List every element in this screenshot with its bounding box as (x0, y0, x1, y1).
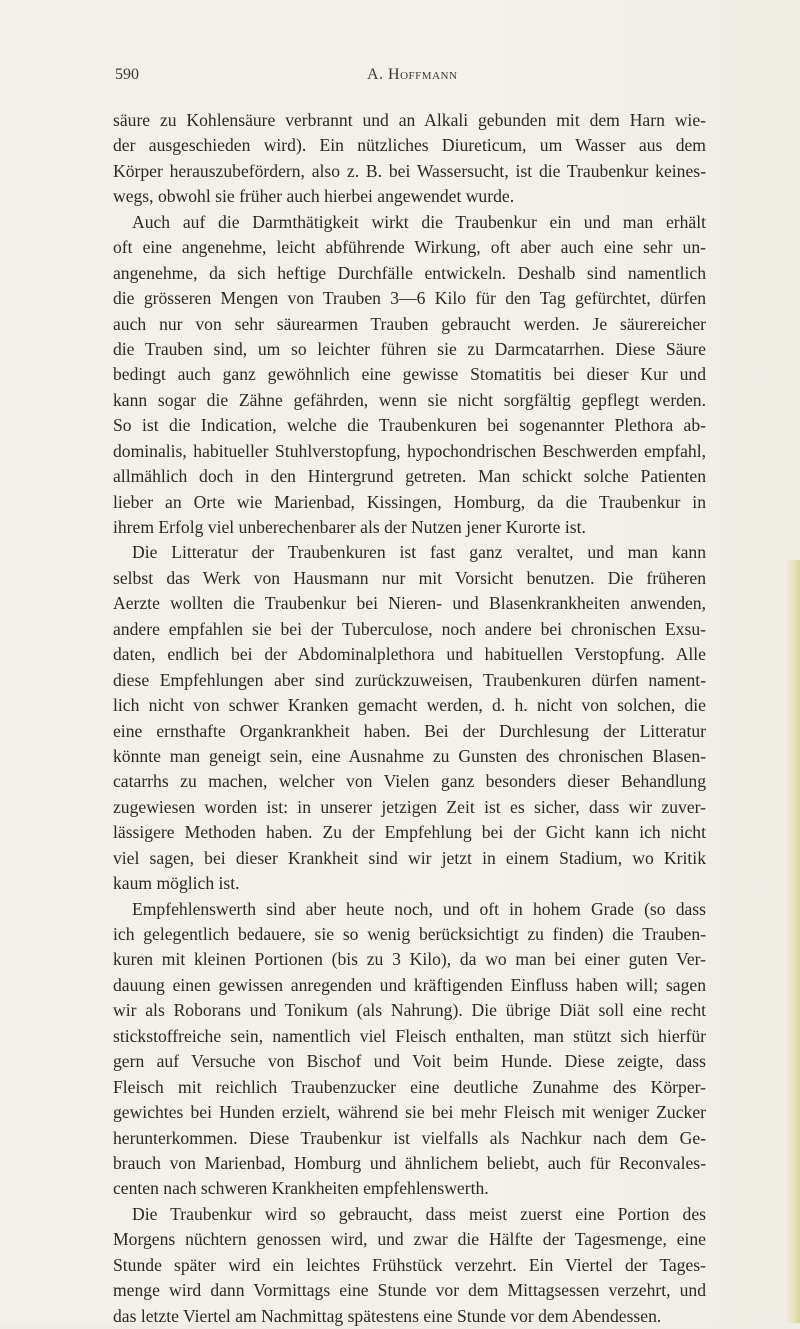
text-line: Aerzte wollten die Traubenkur bei Nieren- und Blasenkrankheiten anwenden, (113, 593, 706, 614)
text-line: bedingt auch ganz gewöhnlich eine gewisse Stomatitis bei dieser Kur und (113, 364, 706, 385)
text-line: kann sogar die Zähne gefährden, wenn sie nicht sorgfältig gepflegt werden. (113, 389, 706, 410)
text-line: brauch von Marienbad, Homburg und ähnlichem beliebt, auch für Reconvales- (113, 1152, 706, 1173)
text-line: lässigere Methoden haben. Zu der Empfehlung bei der Gicht kann ich nicht (113, 822, 706, 843)
text-line: auch nur von sehr säurearmen Trauben gebraucht werden. Je säurereicher (113, 313, 706, 334)
text-line: angenehme, da sich heftige Durchfälle entwickeln. Deshalb sind namentlich (113, 262, 706, 283)
text-line: Die Litteratur der Traubenkuren ist fast ganz veraltet, und man kann (132, 542, 706, 563)
text-line: wir als Roborans und Tonikum (als Nahrung). Die übrige Diät soll eine recht (113, 1000, 706, 1021)
text-line: catarrhs zu machen, welcher von Vielen ganz besonders dieser Behandlung (113, 771, 706, 792)
text-line: der ausgeschieden wird). Ein nützliches Diureticum, um Wasser aus dem (113, 135, 706, 156)
text-line: diese Empfehlungen aber sind zurückzuweisen, Traubenkuren dürfen nament- (113, 669, 706, 690)
text-line: ihrem Erfolg viel unberechenbarer als der Nutzen jener Kurorte ist. (113, 517, 586, 537)
text-line: daten, endlich bei der Abdominalplethora und habituellen Verstopfung. Alle (113, 644, 706, 665)
text-line: lieber an Orte wie Marienbad, Kissingen, Homburg, da die Traubenkur in (113, 491, 706, 512)
text-line: die grösseren Mengen von Trauben 3—6 Kilo für den Tag gefürchtet, dürfen (113, 288, 706, 309)
text-line: gewichtes bei Hunden erzielt, während sie bei mehr Fleisch mit weniger Zucker (113, 1102, 706, 1123)
text-line: eine ernsthafte Organkrankheit haben. Bei der Durchlesung der Litteratur (113, 720, 706, 741)
paragraph (113, 540, 706, 896)
body-text (113, 108, 706, 1329)
text-line: gern auf Versuche von Bischof und Voit beim Hunde. Diese zeigte, dass (113, 1051, 706, 1072)
text-line: Morgens nüchtern genossen wird, und zwar die Hälfte der Tagesmenge, eine (113, 1229, 706, 1250)
text-line: centen nach schweren Krankheiten empfehlenswerth. (113, 1178, 489, 1199)
text-line: wegs, obwohl sie früher auch hierbei angewendet wurde. (113, 186, 515, 207)
text-line: Stunde später wird ein leichtes Frühstück verzehrt. Ein Viertel der Tages- (113, 1254, 706, 1275)
page-header (115, 66, 715, 90)
text-line: So ist die Indication, welche die Traubenkuren bei sogenannter Plethora ab- (113, 415, 706, 436)
text-line: Empfehlenswerth sind aber heute noch, und oft in hohem Grade (so dass (132, 898, 706, 919)
text-line: säure zu Kohlensäure verbrannt und an Alkali gebunden mit dem Harn wie- (113, 110, 706, 130)
page-number: 590 (115, 66, 139, 83)
running-head: A. Hoffmann (367, 66, 458, 83)
text-line: lich nicht von schwer Kranken gemacht werden, d. h. nicht von solchen, die (113, 695, 706, 716)
text-line: Auch auf die Darmthätigkeit wirkt die Traubenkur ein und man erhält (132, 211, 706, 232)
text-line: kaum möglich ist. (113, 873, 240, 894)
text-line: stickstoffreiche sein, namentlich viel Fleisch enthalten, man stützt sich hierfür (113, 1025, 706, 1046)
text-line: dominalis, habitueller Stuhlverstopfung, hypochondrischen Beschwerden empfahl, (113, 440, 706, 461)
text-line: kuren mit kleinen Portionen (bis zu 3 Kilo), da wo man bei einer guten Ver- (113, 949, 706, 970)
paragraph (113, 108, 706, 210)
paragraph (113, 210, 706, 541)
text-line: dauung einen gewissen anregenden und kräftigenden Einfluss haben will; sagen (113, 974, 706, 995)
text-line: ich gelegentlich bedauere, sie so wenig berücksichtigt zu finden) die Trauben- (113, 924, 706, 944)
text-line: viel sagen, bei dieser Krankheit sind wir jetzt in einem Stadium, wo Kritik (113, 847, 706, 868)
text-line: oft eine angenehme, leicht abführende Wirkung, oft aber auch eine sehr un- (113, 237, 706, 258)
text-line: Die Traubenkur wird so gebraucht, dass meist zuerst eine Portion des (132, 1203, 706, 1224)
text-line: zugewiesen worden ist: in unserer jetzigen Zeit ist es sicher, dass wir zuver- (113, 796, 706, 817)
text-line: herunterkommen. Diese Traubenkur ist vielfalls als Nachkur nach dem Ge- (113, 1127, 706, 1148)
text-line: die Trauben sind, um so leichter führen sie zu Darmcatarrhen. Diese Säure (113, 338, 706, 359)
text-line: selbst das Werk von Hausmann nur mit Vorsicht benutzen. Die früheren (113, 567, 706, 588)
text-line: allmählich doch in den Hintergrund getreten. Man schickt solche Patienten (113, 466, 706, 487)
text-line: andere empfahlen sie bei der Tuberculose, noch andere bei chronischen Exsu- (113, 618, 706, 639)
text-line: könnte man geneigt sein, eine Ausnahme zu Gunsten des chronischen Blasen- (113, 745, 706, 766)
paragraph (113, 897, 706, 1202)
paragraph (113, 1202, 706, 1329)
text-line: menge wird dann Vormittags eine Stunde vor dem Mittagsessen verzehrt, und (113, 1280, 706, 1301)
text-line: Körper herauszubefördern, also z. B. bei Wassersucht, ist die Traubenkur keines- (113, 160, 706, 181)
text-line: Fleisch mit reichlich Traubenzucker eine deutliche Zunahme des Körper- (113, 1076, 706, 1097)
text-line: das letzte Viertel am Nachmittag spätestens eine Stunde vor dem Abendessen. (113, 1305, 662, 1326)
page-edge-shadow (786, 560, 800, 1323)
